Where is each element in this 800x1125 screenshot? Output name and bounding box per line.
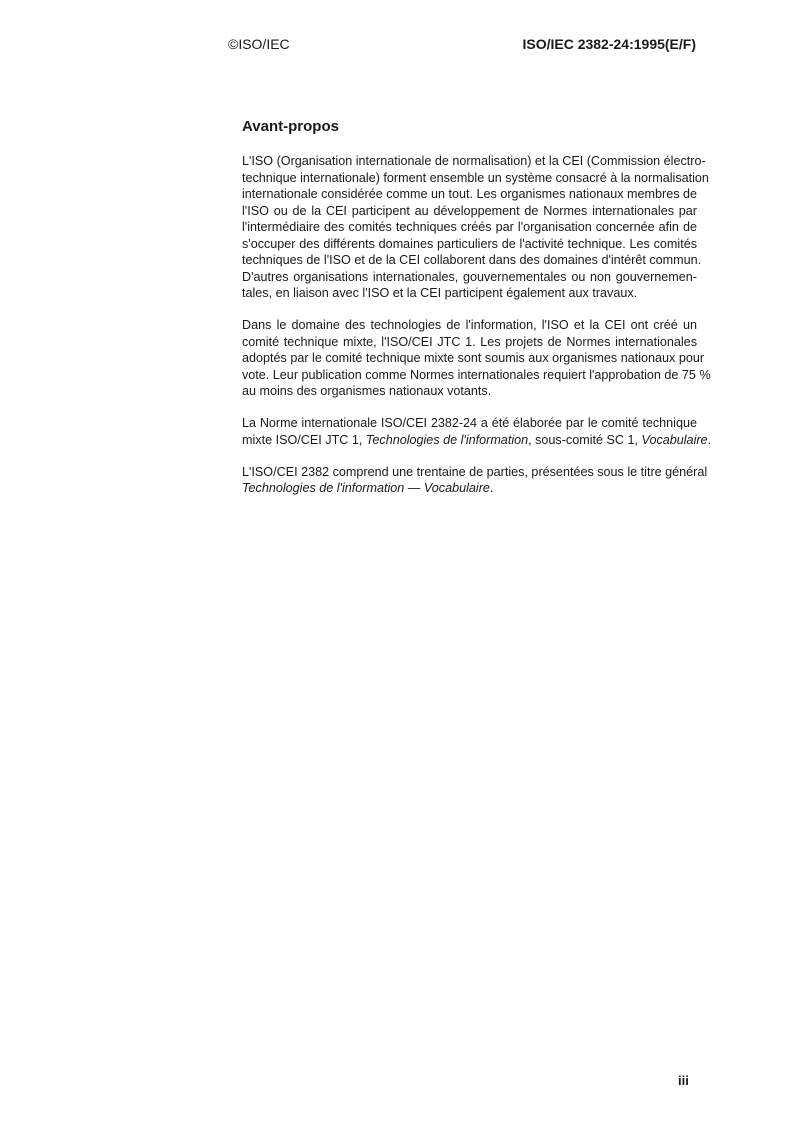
text-line [242,236,697,253]
text-segment: tales, en liaison avec l'ISO et la CEI participent également aux travaux. [242,286,638,300]
text-line [242,285,697,302]
text-line [242,317,697,334]
text-segment: comité technique mixte, l'ISO/CEI JTC 1. Les projets de Normes internationales [242,334,697,349]
text-segment: vote. Leur publication comme Normes internationales requiert l'approbation de 75 % [242,367,711,382]
header-standard-number: ISO/IEC 2382-24:1995(E/F) [522,36,696,52]
page-number: iii [678,1073,689,1088]
paragraph [242,317,711,400]
text-segment: L'ISO/CEI 2382 comprend une trentaine de parties, présentées sous le titre général [242,464,708,479]
text-segment: D'autres organisations internationales, gouvernementales ou non gouvernemen- [242,269,697,284]
text-segment: l'ISO ou de la CEI participent au développement de Normes internationales par [242,203,697,218]
text-segment: . [707,432,712,447]
text-line [242,203,697,220]
text-line [242,432,712,449]
italic-text: Technologies de l'information [365,432,529,447]
text-segment: technique internationale) forment ensemble un système consacré à la normalisation [242,170,709,185]
paragraph [242,464,708,497]
text-line [242,464,708,481]
paragraph [242,153,709,302]
text-segment: l'intermédiaire des comités techniques créés par l'organisation concernée afin de [242,220,697,234]
text-segment: internationale considérée comme un tout. Les organismes nationaux membres de [242,187,698,201]
text-segment: , sous-comité SC 1, [528,432,642,447]
text-line [242,334,697,351]
text-line [242,350,705,367]
text-line [242,367,711,384]
paragraph [242,415,712,448]
text-segment: mixte ISO/CEI JTC 1, [242,432,366,447]
text-line [242,186,697,203]
text-segment: L'ISO (Organisation internationale de normalisation) et la CEI (Commission électro- [242,154,706,168]
text-segment: . [489,481,494,495]
text-line [242,252,702,269]
text-segment: adoptés par le comité technique mixte sont soumis aux organismes nationaux pour [242,351,705,365]
header-copyright: ©ISO/IEC [228,36,290,52]
italic-text: Vocabulaire [641,432,708,447]
text-line [242,219,697,236]
text-segment: techniques de l'ISO et de la CEI collaborent dans des domaines d'intérêt commun. [242,253,702,267]
text-segment: La Norme internationale ISO/CEI 2382-24 a été élaborée par le comité technique [242,416,697,430]
foreword-body [242,153,712,512]
text-segment: s'occuper des différents domaines particuliers de l'activité technique. Les comités [242,236,697,251]
text-line [242,383,697,400]
text-line [242,415,697,432]
section-title: Avant-propos [242,118,339,135]
text-line [242,170,709,187]
text-line [242,269,697,286]
text-segment: Dans le domaine des technologies de l'information, l'ISO et la CEI ont créé un [242,318,697,332]
text-line [242,480,697,497]
text-segment: au moins des organismes nationaux votants. [242,384,492,398]
italic-text: Technologies de l'information — Vocabulaire [242,481,490,495]
text-line [242,153,706,170]
